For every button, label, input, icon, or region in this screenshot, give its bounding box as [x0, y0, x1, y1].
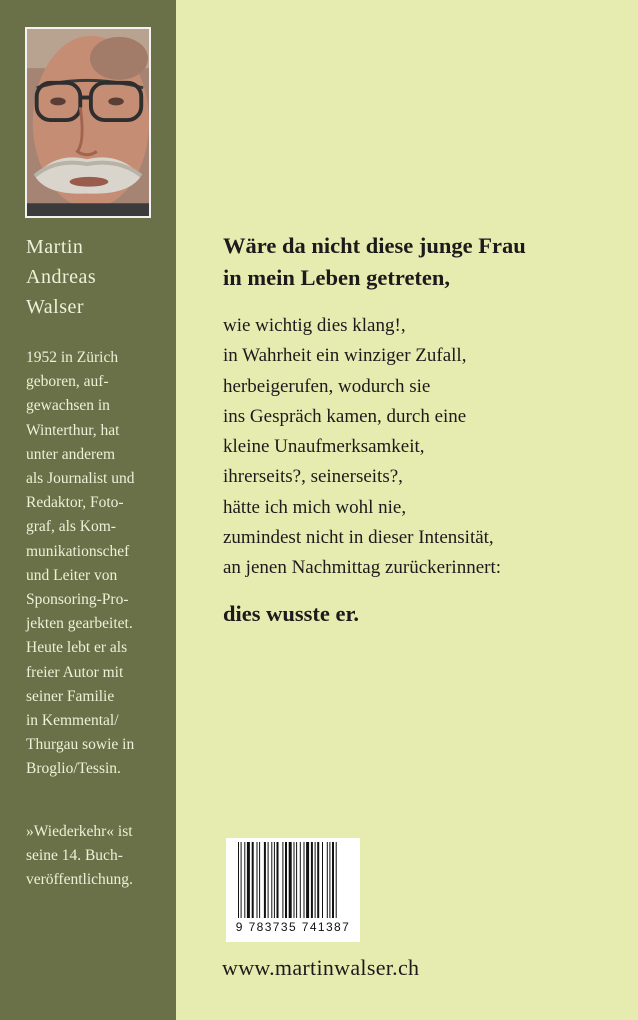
author-name-line: Martin — [26, 236, 84, 258]
barcode-bar — [264, 842, 266, 918]
bio-line: in Kemmental/ — [26, 712, 119, 730]
body-line: herbeigerufen, wodurch sie — [223, 375, 431, 397]
note-line: »Wiederkehr« ist — [26, 823, 133, 840]
bio-line: 1952 in Zürich — [26, 349, 119, 366]
headline-line: Wäre da nicht diese junge Frau — [223, 233, 526, 258]
bio-line: Heute lebt er als — [26, 639, 128, 657]
author-name — [26, 232, 156, 322]
body-line: wie wichtig dies klang!, — [223, 315, 406, 336]
note-line: veröffentlichung. — [26, 871, 133, 889]
barcode-bar — [285, 842, 287, 918]
blurb-body — [223, 311, 623, 584]
barcode-bar — [257, 842, 258, 918]
barcode-bar — [274, 842, 275, 918]
author-photo — [25, 27, 151, 218]
barcode-bar — [329, 842, 330, 918]
barcode-bar — [241, 842, 242, 918]
body-line: ins Gespräch kamen, durch eine — [223, 405, 467, 427]
barcode-bar — [268, 842, 269, 918]
barcode-bar — [294, 842, 295, 918]
bio-line: als Journalist und — [26, 470, 135, 488]
bio-line: munikationschef — [26, 542, 130, 560]
barcode-bar — [304, 842, 305, 918]
bio-line: jekten gearbeitet. — [26, 615, 133, 633]
body-line: hätte ich mich wohl nie, — [223, 496, 407, 518]
author-biography — [26, 346, 156, 782]
barcode-bar — [322, 842, 323, 918]
bio-line: graf, als Kom- — [26, 518, 116, 536]
bio-line: Sponsoring-Pro- — [26, 591, 129, 609]
barcode-bar — [327, 842, 328, 918]
barcode-bar — [289, 842, 292, 918]
body-line: ihrerseits?, seinerseits?, — [223, 466, 403, 488]
body-line: kleine Unaufmerksamkeit, — [223, 436, 425, 458]
barcode-bar — [259, 842, 260, 918]
body-line: in Wahrheit ein winziger Zufall, — [223, 345, 467, 367]
blurb-headline — [223, 230, 623, 294]
barcode-bar — [244, 842, 245, 918]
bio-line: unter anderem — [26, 445, 116, 463]
bio-line: gewachsen in — [26, 397, 110, 415]
body-line: zumindest nicht in dieser Intensität, — [223, 527, 494, 549]
barcode-bar — [300, 842, 301, 918]
barcode-bar — [311, 842, 313, 918]
barcode-bar — [317, 842, 319, 918]
bio-line: Thurgau sowie in — [26, 736, 135, 754]
bio-line: Broglio/Tessin. — [26, 760, 121, 778]
isbn-number: 9 783735 741387 — [235, 920, 351, 934]
barcode-bar — [336, 842, 337, 918]
publication-note — [26, 820, 156, 893]
sidebar-panel — [0, 0, 176, 1020]
barcode-bar — [247, 842, 250, 918]
bio-line: seiner Familie — [26, 687, 115, 705]
note-line: seine 14. Buch- — [26, 847, 123, 865]
author-name-line: Walser — [26, 296, 85, 318]
bio-line: Winterthur, hat — [26, 421, 120, 439]
blurb-closing: dies wusste er. — [223, 601, 360, 626]
barcode-bar — [252, 842, 254, 918]
barcode-bar — [306, 842, 309, 918]
bio-line: geboren, auf- — [26, 373, 109, 391]
website-url[interactable]: www.martinwalser.ch — [222, 955, 420, 980]
bio-line: freier Autor mit — [26, 663, 124, 681]
author-name-line: Andreas — [26, 266, 97, 288]
barcode-bar — [315, 842, 316, 918]
barcode-bar — [277, 842, 279, 918]
barcode-bar — [238, 842, 239, 918]
bio-line: Redaktor, Foto- — [26, 494, 124, 512]
headline-line: in mein Leben getreten, — [223, 265, 451, 290]
barcode-bar — [332, 842, 334, 918]
barcode-bar — [296, 842, 297, 918]
barcode-bar — [271, 842, 272, 918]
author-portrait-image — [27, 29, 149, 216]
barcode-bar — [282, 842, 283, 918]
bio-line: und Leiter von — [26, 566, 118, 584]
body-line: an jenen Nachmittag zurückerinnert: — [223, 557, 502, 579]
